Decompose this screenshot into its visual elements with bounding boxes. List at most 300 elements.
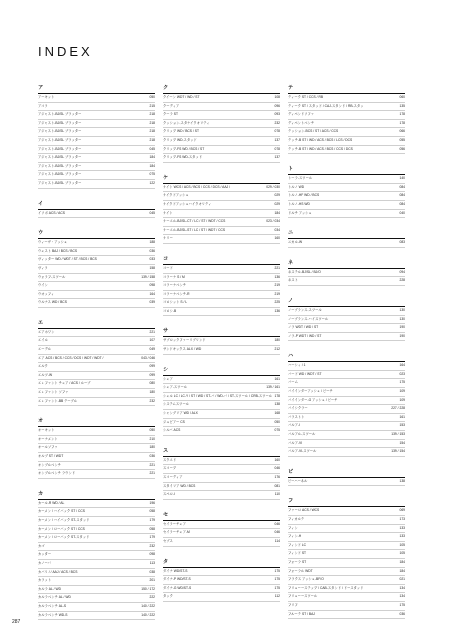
entry-page: 084 bbox=[399, 184, 405, 189]
index-entry bbox=[288, 602, 405, 611]
index-entry bbox=[288, 103, 405, 112]
index-entry bbox=[163, 282, 280, 291]
index-entry bbox=[38, 560, 155, 569]
entry-name: コラーナベンチ bbox=[163, 283, 187, 288]
index-entry bbox=[38, 436, 155, 445]
index-section bbox=[38, 320, 155, 406]
index-entry bbox=[38, 508, 155, 517]
entry-name: アジャスト-BJ/SL ブラッター bbox=[38, 146, 82, 151]
index-entry bbox=[38, 380, 155, 389]
index-entry bbox=[38, 180, 155, 189]
entry-name: セブス bbox=[163, 538, 173, 543]
entry-page: 218 bbox=[149, 112, 155, 117]
entry-name: ハーシィ / 1 bbox=[288, 363, 306, 368]
entry-name: オンブルベンチ bbox=[38, 462, 61, 467]
entry-page: 218 bbox=[149, 120, 155, 125]
entry-name: ウルナス WD / BCS bbox=[38, 300, 67, 305]
index-section bbox=[163, 328, 280, 354]
entry-page: 066 bbox=[399, 129, 405, 134]
entry-name: ダイナ-P WD/ST-S bbox=[163, 577, 191, 582]
entry-name: アジャスト-BJ/SL ブラッター bbox=[38, 163, 82, 168]
entry-name: クイーン WDT / WD / ST bbox=[163, 95, 200, 99]
entry-page: 096 bbox=[274, 103, 280, 108]
index-entry bbox=[163, 457, 280, 466]
entry-page: 112 bbox=[274, 594, 280, 599]
entry-page: 108 bbox=[274, 95, 280, 99]
entry-name: トルノ WD bbox=[288, 184, 305, 189]
entry-page: 201 bbox=[149, 578, 155, 583]
entry-name: シルバ ACS bbox=[163, 428, 181, 433]
entry-name: クッション-スタナイクオリティ bbox=[163, 120, 210, 125]
index-entry bbox=[288, 533, 405, 542]
entry-page: 232 bbox=[274, 120, 280, 125]
entry-page: 140 bbox=[399, 176, 405, 181]
entry-page: 049 bbox=[149, 347, 155, 352]
index-entry bbox=[288, 184, 405, 193]
index-entry bbox=[163, 529, 280, 538]
entry-name: エルツ-W bbox=[38, 372, 53, 377]
entry-page: 050 bbox=[149, 95, 155, 99]
entry-page: 139 / 153 bbox=[391, 432, 405, 437]
entry-name: オールソファ bbox=[38, 445, 58, 450]
entry-name: フォーラル WDT bbox=[288, 568, 313, 573]
index-entry bbox=[288, 516, 405, 525]
index-entry bbox=[163, 376, 280, 385]
index-entry bbox=[38, 154, 155, 163]
entry-name: ケーエル-BJ/SL-ST / LC / ST / WDT / CCS bbox=[163, 227, 226, 232]
entry-page: 161 bbox=[399, 414, 405, 419]
entry-page: 069 bbox=[399, 508, 405, 513]
entry-page: 150 / 172 bbox=[141, 586, 155, 591]
section-heading: イ bbox=[38, 201, 155, 210]
entry-name: フルーテ ST / BAJ bbox=[288, 611, 315, 616]
index-column-3 bbox=[288, 85, 405, 631]
entry-page: 034 bbox=[274, 227, 280, 232]
entry-page: 130 bbox=[399, 316, 405, 321]
section-heading: ニ bbox=[288, 230, 405, 239]
entry-name: フリューーステップ / CAB-スタンド / ドースタッド bbox=[288, 585, 364, 590]
entry-page: 138 bbox=[399, 478, 405, 483]
section-heading: テ bbox=[288, 85, 405, 94]
entry-page: 221 bbox=[149, 329, 155, 334]
entry-name: サンドキックス ALX / WD bbox=[163, 347, 202, 352]
entry-name: バルア-VI-スツール bbox=[288, 449, 317, 454]
entry-page: 099 bbox=[149, 372, 155, 377]
index-section bbox=[163, 367, 280, 436]
index-entry bbox=[288, 440, 405, 449]
entry-page: 138 bbox=[274, 402, 280, 407]
entry-name: シェア-スツール bbox=[163, 385, 188, 390]
entry-page: 173 bbox=[399, 517, 405, 521]
index-entry bbox=[38, 569, 155, 578]
entry-name: カラット bbox=[38, 578, 52, 583]
entry-page: 029 / 030 bbox=[266, 184, 280, 189]
index-entry bbox=[288, 210, 405, 219]
index-entry bbox=[163, 154, 280, 163]
entry-name: サブロックファーリブリンド bbox=[163, 338, 206, 343]
index-entry bbox=[288, 324, 405, 333]
index-section bbox=[38, 201, 155, 219]
entry-page: 180 bbox=[149, 390, 155, 395]
entry-name: アジャスト-BJ/SL ブラッター bbox=[38, 120, 82, 125]
entry-page: 176 bbox=[274, 475, 280, 479]
section-heading: ス bbox=[163, 448, 280, 457]
index-entry bbox=[288, 120, 405, 129]
entry-name: ディペンドソファ bbox=[288, 112, 315, 117]
entry-name: クーラ ST bbox=[163, 112, 179, 117]
index-entry bbox=[38, 534, 155, 543]
entry-page: 093 bbox=[274, 112, 280, 117]
entry-name: カルラベンチ AL / WD bbox=[38, 595, 71, 600]
entry-name: ダイナ-G WD/ST-S bbox=[163, 585, 192, 590]
entry-name: トルノ-HS WD bbox=[288, 201, 310, 206]
entry-name: カゴ bbox=[38, 543, 45, 548]
section-heading: ケ bbox=[163, 175, 280, 184]
entry-name: ノラ-P WDT / WD / ST bbox=[288, 333, 322, 338]
entry-page: 188 bbox=[149, 240, 155, 245]
index-entry bbox=[288, 593, 405, 602]
section-heading: ビ bbox=[288, 469, 405, 478]
index-entry bbox=[38, 137, 155, 146]
entry-page: 232 bbox=[149, 543, 155, 548]
entry-name: ノーブランス-ハイスツール bbox=[288, 316, 329, 321]
index-entry bbox=[38, 163, 155, 172]
index-entry bbox=[288, 397, 405, 406]
index-entry bbox=[163, 184, 280, 193]
entry-name: バルア-VI bbox=[288, 440, 303, 445]
entry-name: ドルチ アッシュ bbox=[288, 210, 312, 215]
entry-page: 136 bbox=[274, 274, 280, 279]
entry-page: 036 bbox=[149, 248, 155, 253]
entry-page: 184 bbox=[149, 155, 155, 160]
index-entry bbox=[38, 103, 155, 112]
entry-name: カバリ / / AAJ / ACS / BCS bbox=[38, 569, 78, 574]
index-entry bbox=[163, 128, 280, 137]
index-section bbox=[288, 85, 405, 154]
entry-name: ダイナ WD/ST-S bbox=[163, 568, 188, 573]
entry-name: アジャスト-BJ/SL ブラッター bbox=[38, 172, 82, 177]
entry-name: ウォラフ-スツール bbox=[38, 274, 66, 279]
index-entry bbox=[163, 568, 280, 577]
entry-page: 040 bbox=[399, 210, 405, 215]
entry-name: バルアル-スツール bbox=[288, 432, 316, 437]
entry-name: アジャスト-BJ/SL ブラッター bbox=[38, 180, 82, 185]
entry-name: コロシット S / L bbox=[163, 300, 188, 305]
entry-page: 114 bbox=[274, 538, 280, 543]
index-entry bbox=[163, 346, 280, 355]
entry-name: アジャスト-BJ/SL ブラッター bbox=[38, 129, 82, 134]
index-entry bbox=[288, 550, 405, 559]
section-heading: セ bbox=[163, 512, 280, 521]
entry-name: ヴィッター WD / WDT / ST / BCS / BCS bbox=[38, 257, 97, 262]
entry-page: 021 bbox=[399, 577, 405, 582]
entry-page: 139 / 158 bbox=[141, 274, 155, 279]
entry-page: 139 / 154 bbox=[391, 449, 405, 454]
entry-page: 196 bbox=[149, 500, 155, 505]
index-entry bbox=[288, 414, 405, 423]
entry-name: スタイリア WD / BCS bbox=[163, 483, 196, 488]
index-entry bbox=[288, 422, 405, 431]
index-entry bbox=[38, 577, 155, 586]
entry-name: カルラベンチ AL-S bbox=[38, 603, 67, 608]
index-entry bbox=[38, 128, 155, 137]
entry-name: クリップ WD / BCS / ST bbox=[163, 129, 199, 134]
entry-name: フィンド LC bbox=[288, 542, 307, 547]
index-entry bbox=[288, 507, 405, 516]
entry-name: エレファント-BB テーブル bbox=[38, 398, 78, 403]
entry-page: 161 bbox=[274, 376, 280, 381]
index-entry bbox=[288, 146, 405, 155]
entry-name: システムスツール bbox=[163, 402, 189, 407]
entry-page: 080 bbox=[149, 381, 155, 386]
index-entry bbox=[38, 299, 155, 308]
index-entry bbox=[163, 146, 280, 155]
index-entry bbox=[288, 111, 405, 120]
entry-page: 078 bbox=[274, 146, 280, 151]
entry-name: スペロ-I bbox=[163, 492, 175, 497]
index-section bbox=[288, 498, 405, 619]
entry-name: ヴィラ bbox=[38, 265, 48, 270]
entry-name: ティーク ST / スタッド / CAJ-スタンド / RB-スタッ bbox=[288, 103, 364, 108]
entry-page: 225 bbox=[274, 300, 280, 305]
entry-name: シェル LC / LC-Y / ST / WD / ST-バ / WD-バ / ST-スツール / CRB-スツール bbox=[163, 393, 273, 398]
entry-page: 039 bbox=[149, 300, 155, 305]
index-entry bbox=[38, 470, 155, 479]
index-section bbox=[288, 469, 405, 487]
entry-name: ティーク ST / CCS / RB bbox=[288, 95, 324, 99]
entry-name: フラクス アッシュ-BF/O bbox=[288, 577, 324, 582]
section-heading: ウ bbox=[38, 230, 155, 239]
index-entry bbox=[38, 265, 155, 274]
index-entry bbox=[288, 448, 405, 457]
index-entry bbox=[288, 585, 405, 594]
entry-page: 130 bbox=[399, 307, 405, 312]
entry-name: コード bbox=[163, 265, 173, 270]
index-entry bbox=[38, 444, 155, 453]
entry-name: カノーバ bbox=[38, 560, 51, 565]
index-entry bbox=[38, 372, 155, 381]
entry-page: 050 bbox=[149, 428, 155, 433]
entry-page: 175 bbox=[399, 380, 405, 385]
entry-name: フォーラ ST bbox=[288, 559, 307, 564]
entry-page: 078 bbox=[274, 129, 280, 134]
index-section bbox=[38, 85, 155, 189]
entry-page: 084 bbox=[399, 201, 405, 206]
index-entry bbox=[163, 137, 280, 146]
entry-name: セイラーチェア bbox=[163, 521, 186, 526]
entry-name: ビーハーネル bbox=[288, 478, 308, 483]
entry-page: 023 / 034 bbox=[266, 219, 280, 224]
entry-name: エア ACS / BCS / CCS / DCS / WDT / WDT / bbox=[38, 355, 104, 360]
entry-name: フィンド ST bbox=[288, 551, 307, 556]
entry-name: シャングリア WD / ALX bbox=[163, 411, 198, 416]
index-entry bbox=[163, 201, 280, 210]
index-entry bbox=[38, 586, 155, 595]
index-entry bbox=[163, 94, 280, 103]
index-entry bbox=[288, 269, 405, 278]
entry-page: 153 bbox=[399, 423, 405, 428]
index-entry bbox=[288, 478, 405, 487]
entry-page: 107 bbox=[149, 338, 155, 343]
entry-name: スコープ bbox=[163, 466, 177, 471]
index-section bbox=[288, 230, 405, 248]
entry-name: ケイクドアッシュハイクオリティ bbox=[163, 201, 212, 206]
index-entry bbox=[163, 192, 280, 201]
index-section bbox=[288, 353, 405, 457]
entry-page: 046 bbox=[274, 521, 280, 526]
entry-page: 075 bbox=[149, 172, 155, 177]
entry-page: 105 bbox=[399, 551, 405, 556]
entry-name: ネスト bbox=[288, 278, 298, 283]
entry-name: カーメン / ハイバック ST / CCS bbox=[38, 509, 85, 514]
entry-page: 212 bbox=[274, 347, 280, 352]
index-entry bbox=[163, 308, 280, 317]
entry-name: カーメン / ハイバック ST-スタッド bbox=[38, 517, 90, 522]
entry-page: 232 bbox=[149, 398, 155, 403]
entry-name: スクエド bbox=[163, 457, 177, 462]
entry-page: 098 bbox=[149, 283, 155, 288]
entry-page: 215 bbox=[149, 103, 155, 108]
entry-name: フィカルテ bbox=[288, 517, 305, 521]
entry-page: 109 bbox=[399, 389, 405, 394]
entry-name: テッチ-B ST / WD / ACS / BCS / CCS / DCS bbox=[288, 146, 353, 151]
entry-page: 137 bbox=[274, 155, 280, 160]
entry-page: 058 bbox=[149, 526, 155, 531]
entry-page: 099 bbox=[149, 364, 155, 369]
index-entry bbox=[288, 239, 405, 248]
section-heading: ネ bbox=[288, 260, 405, 269]
index-entry bbox=[38, 603, 155, 612]
index-entry bbox=[38, 291, 155, 300]
index-entry bbox=[288, 568, 405, 577]
index-section bbox=[163, 512, 280, 547]
index-entry bbox=[288, 362, 405, 371]
entry-name: オーキット bbox=[38, 428, 55, 433]
entry-name: オンブルベンチ ラウンド bbox=[38, 471, 76, 476]
index-entry bbox=[38, 500, 155, 509]
index-entry bbox=[38, 171, 155, 180]
entry-page: 036 bbox=[399, 611, 405, 616]
index-entry bbox=[288, 431, 405, 440]
entry-page: 175 bbox=[274, 568, 280, 573]
index-entry bbox=[38, 526, 155, 535]
index-entry bbox=[38, 248, 155, 257]
entry-page: 178 bbox=[274, 393, 280, 398]
entry-name: エイル bbox=[38, 338, 48, 343]
section-heading: シ bbox=[163, 367, 280, 376]
index-entry bbox=[163, 103, 280, 112]
entry-name: ケーエル-BJ/SL-CT / LC / ST / WDT / CCS bbox=[163, 219, 226, 224]
index-entry bbox=[163, 337, 280, 346]
index-entry bbox=[38, 517, 155, 526]
index-entry bbox=[163, 210, 280, 219]
entry-page: 038 bbox=[149, 569, 155, 574]
entry-name: バーム bbox=[288, 380, 298, 385]
index-entry bbox=[163, 384, 280, 393]
entry-name: バイインダーアッシュ / ビーチ bbox=[288, 389, 333, 394]
entry-name: ネステル-BJ/SL / BJ/O bbox=[288, 269, 321, 274]
entry-name: イソボ ACS / ACS bbox=[38, 210, 65, 215]
entry-name: コロシ-B bbox=[163, 308, 177, 313]
index-entry bbox=[288, 379, 405, 388]
entry-page: 098 bbox=[149, 552, 155, 557]
entry-page: 083 bbox=[399, 240, 405, 245]
entry-name: オルブ ST / WDT bbox=[38, 454, 64, 458]
entry-name: アーキット bbox=[38, 95, 55, 99]
entry-page: 136 bbox=[274, 308, 280, 313]
entry-page: 184 bbox=[149, 163, 155, 168]
entry-page: 134 bbox=[399, 594, 405, 599]
index-entry bbox=[163, 576, 280, 585]
index-entry bbox=[38, 329, 155, 338]
index-entry bbox=[288, 559, 405, 568]
entry-name: ファーロ ACS / WCS bbox=[288, 508, 320, 513]
entry-name: バイシクラー bbox=[288, 406, 308, 411]
index-entry bbox=[288, 576, 405, 585]
index-section bbox=[163, 448, 280, 500]
entry-name: トーラ-スツール bbox=[288, 176, 313, 181]
index-entry bbox=[38, 363, 155, 372]
entry-name: アジャスト-BJ/SL ブラッター bbox=[38, 112, 82, 117]
index-entry bbox=[163, 593, 280, 602]
index-entry bbox=[163, 265, 280, 274]
entry-name: ケリー bbox=[163, 236, 173, 241]
section-heading: ノ bbox=[288, 298, 405, 307]
entry-name: エーデル bbox=[38, 347, 52, 352]
index-entry bbox=[38, 612, 155, 621]
entry-page: 175 bbox=[274, 585, 280, 590]
entry-name: シェア bbox=[163, 376, 173, 381]
entry-page: 105 bbox=[399, 542, 405, 547]
index-entry bbox=[38, 398, 155, 407]
index-entry bbox=[38, 239, 155, 248]
index-entry bbox=[163, 585, 280, 594]
index-entry bbox=[288, 405, 405, 414]
entry-page: 036 bbox=[149, 454, 155, 458]
entry-page: 133 bbox=[399, 534, 405, 539]
index-entry bbox=[163, 419, 280, 428]
entry-page: 178 bbox=[399, 120, 405, 125]
entry-page: 222 bbox=[149, 595, 155, 600]
index-entry bbox=[163, 218, 280, 227]
entry-name: ケイクドアッシュ bbox=[163, 193, 189, 198]
entry-page: 113 bbox=[149, 560, 155, 565]
entry-name: ウェスト BAJ / BCS / BCS bbox=[38, 248, 78, 253]
entry-name: トルノ-HF WD / BCS bbox=[288, 193, 320, 198]
entry-page: 110 bbox=[274, 492, 280, 497]
index-entry bbox=[163, 465, 280, 474]
entry-name: カルラベンチ WD-S bbox=[38, 612, 68, 617]
index-entry bbox=[163, 401, 280, 410]
entry-name: ケイト WCS / ACS / BCS / CCS / DCS / AAJ / bbox=[163, 184, 231, 189]
entry-name: ディペントベンチ bbox=[288, 120, 315, 125]
entry-name: ノーブランス-スツール bbox=[288, 307, 322, 312]
entry-name: ケイト bbox=[163, 210, 173, 215]
entry-name: カール-R WD / AL bbox=[38, 500, 65, 505]
entry-page: 140 / 222 bbox=[141, 603, 155, 608]
index-section bbox=[38, 230, 155, 308]
entry-name: フリューースツール bbox=[288, 594, 318, 599]
index-entry bbox=[38, 94, 155, 103]
index-entry bbox=[288, 128, 405, 137]
entry-name: オーナメント bbox=[38, 436, 58, 441]
entry-page: 137 bbox=[274, 137, 280, 142]
index-entry bbox=[163, 291, 280, 300]
index-entry bbox=[38, 427, 155, 436]
index-column-1 bbox=[38, 85, 155, 632]
entry-name: アコラ bbox=[38, 103, 48, 108]
index-entry bbox=[163, 410, 280, 419]
